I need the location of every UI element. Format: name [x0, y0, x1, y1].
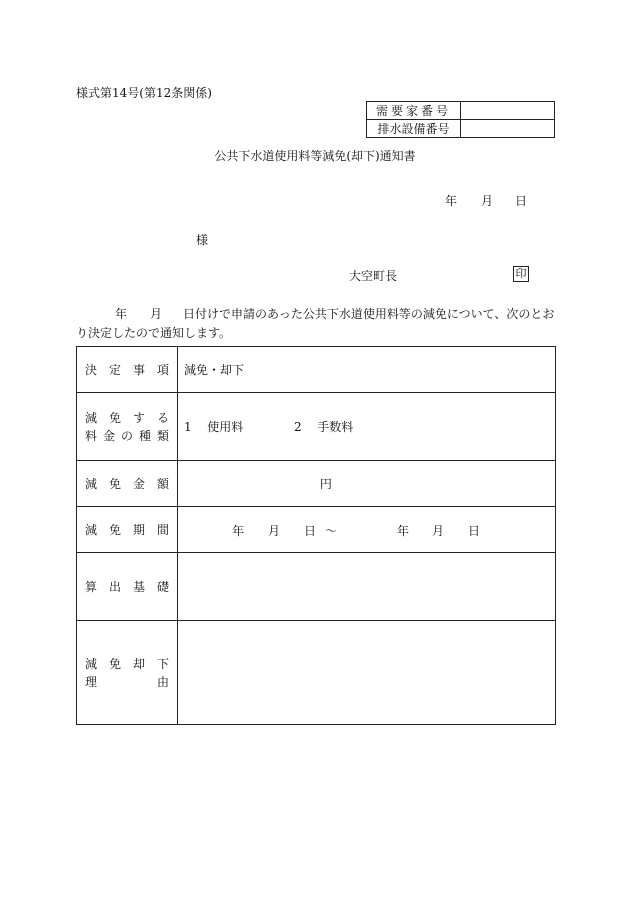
body-month: 月: [150, 307, 163, 321]
reason-label: [77, 621, 178, 725]
fee-option2-label[interactable]: 手数料: [317, 420, 354, 434]
body-text-line2: り決定したので通知します。: [76, 326, 232, 340]
period-start-day: 日: [304, 524, 317, 538]
fee-type-label-line1: 減 免 す る: [85, 410, 169, 425]
basis-value[interactable]: [178, 553, 556, 621]
date-year: 年: [445, 194, 458, 208]
drainage-number-field[interactable]: [461, 120, 555, 138]
customer-number-field[interactable]: [461, 102, 555, 120]
fee-type-label: [77, 393, 178, 461]
reason-value[interactable]: [178, 621, 556, 725]
period-label-text: 減 免 期 間: [85, 523, 169, 537]
reason-label-line2: 理 由: [85, 674, 169, 689]
seal-mark: 印: [513, 266, 529, 282]
date-month: 月: [481, 194, 494, 208]
fee-option1-number: 1: [184, 420, 192, 434]
period-end-day: 日: [468, 524, 481, 538]
issuer-name: 大空町長: [349, 269, 398, 283]
period-value[interactable]: [178, 507, 556, 553]
amount-label: [77, 461, 178, 507]
document-title: 公共下水道使用料等減免(却下)通知書: [214, 149, 416, 163]
fee-option1-label[interactable]: 使用料: [207, 420, 244, 434]
date-day: 日: [515, 194, 528, 208]
basis-label: [77, 553, 178, 621]
decision-table: [76, 346, 556, 725]
decision-label-text: 決 定 事 項: [85, 363, 169, 377]
decision-value[interactable]: 減免・却下: [178, 347, 556, 393]
period-tilde: ～: [325, 524, 338, 538]
period-end-year: 年: [397, 524, 410, 538]
reason-label-line1: 減 免 却 下: [85, 656, 169, 671]
decision-label: [77, 347, 178, 393]
period-end-month: 月: [432, 524, 445, 538]
period-start-year: 年: [232, 524, 245, 538]
form-id: 様式第14号(第12条関係): [76, 86, 212, 100]
number-table: [366, 101, 555, 138]
amount-unit: 円: [319, 477, 332, 491]
period-start-month: 月: [268, 524, 281, 538]
amount-label-text: 減 免 金 額: [85, 477, 169, 491]
body-year: 年: [115, 307, 128, 321]
body-text-line1: 日付けで申請のあった公共下水道使用料等の減免について、次のとお: [183, 307, 555, 321]
drainage-number-label: 排水設備番号: [367, 120, 461, 138]
basis-label-text: 算 出 基 礎: [85, 580, 169, 594]
fee-type-value[interactable]: [178, 393, 556, 461]
period-label: [77, 507, 178, 553]
amount-value[interactable]: [178, 461, 556, 507]
fee-option2-number: 2: [293, 420, 302, 434]
addressee-suffix: 様: [196, 233, 209, 247]
seal-stamp: [513, 266, 529, 282]
customer-number-label: 需要家番号: [367, 102, 461, 120]
fee-type-label-line2: 料 金 の 種 類: [85, 428, 169, 443]
